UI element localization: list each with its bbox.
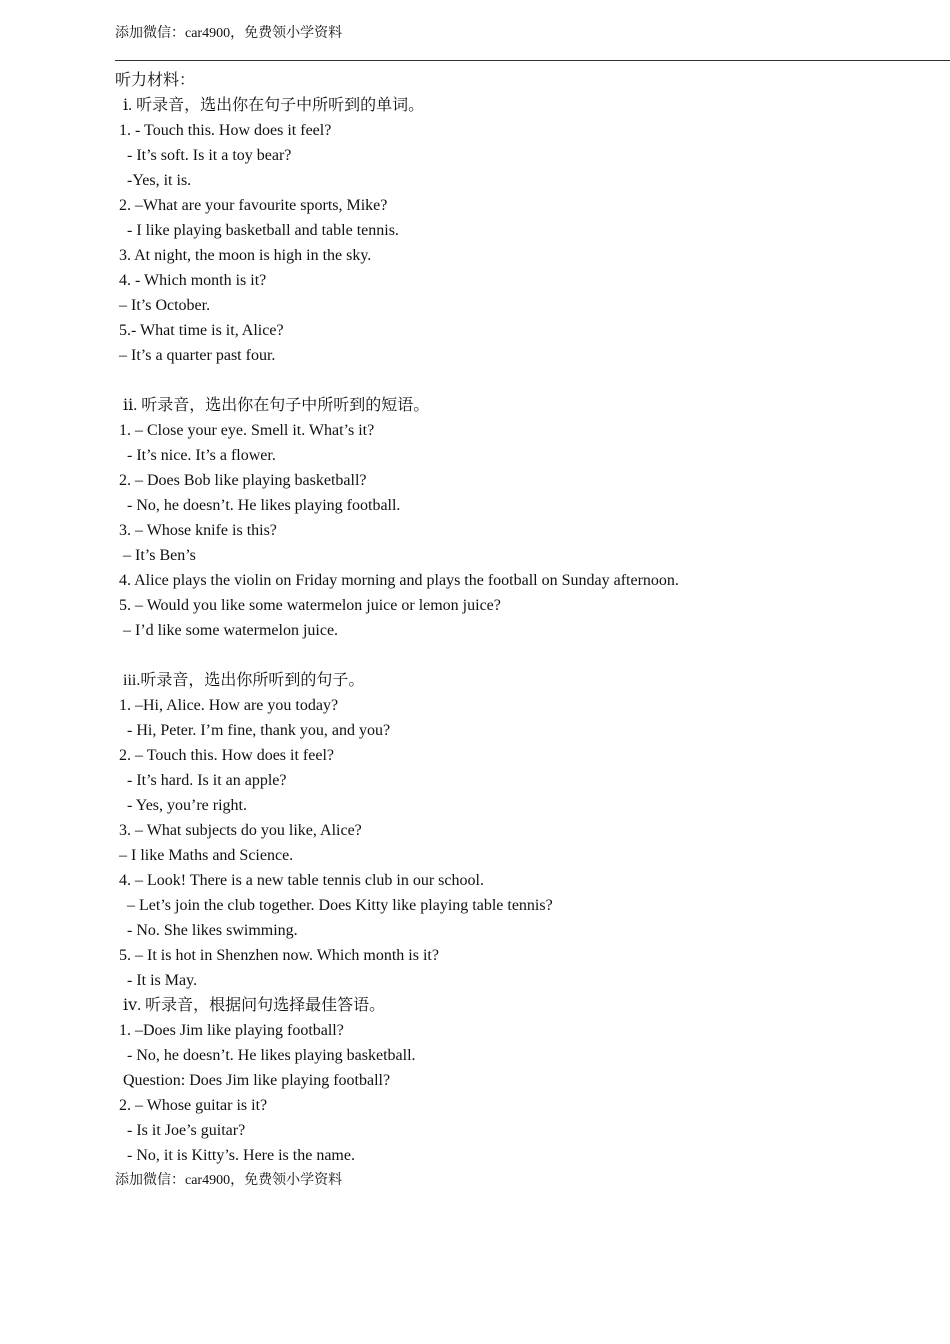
text-line: – I’d like some watermelon juice. [115, 622, 339, 639]
text-line: Question: Does Jim like playing football? [115, 1072, 391, 1089]
document-body [115, 68, 935, 1168]
text-line: 1. –Hi, Alice. How are you today? [115, 697, 339, 714]
text-line: 2. – Does Bob like playing basketball? [115, 472, 367, 489]
section-3 [115, 668, 935, 993]
text-line: 1. – Close your eye. Smell it. What’s it? [115, 422, 375, 439]
text-line: 1. –Does Jim like playing football? [115, 1022, 344, 1039]
text-line: – Let’s join the club together. Does Kitty like playing table tennis? [115, 897, 553, 914]
section-1 [115, 93, 935, 368]
text-line: 5.- What time is it, Alice? [115, 322, 284, 339]
text-line: - Yes, you’re right. [115, 797, 247, 814]
text-line: - It’s soft. Is it a toy bear? [115, 147, 292, 164]
text-line: 3. – What subjects do you like, Alice? [115, 822, 362, 839]
document-title: 听力材料： [115, 72, 196, 89]
text-line: - I like playing basketball and table tennis. [115, 222, 399, 239]
text-line: - No, it is Kitty’s. Here is the name. [115, 1147, 355, 1164]
text-line: 5. – It is hot in Shenzhen now. Which month is it? [115, 947, 439, 964]
section-heading: iii.听录音，选出你所听到的句子。 [115, 672, 365, 689]
text-line: 3. At night, the moon is high in the sky. [115, 247, 372, 264]
text-line: - Is it Joe’s guitar? [115, 1122, 246, 1139]
blank-line [115, 368, 935, 393]
header-divider [115, 60, 950, 61]
section-4 [115, 993, 935, 1168]
section-2 [115, 393, 935, 643]
text-line: 5. – Would you like some watermelon juice or lemon juice? [115, 597, 501, 614]
section-heading: ⅱ. 听录音，选出你在句子中所听到的短语。 [115, 397, 430, 414]
blank-line [115, 643, 935, 668]
text-line: 4. – Look! There is a new table tennis club in our school. [115, 872, 484, 889]
text-line: – It’s October. [115, 297, 211, 314]
text-line: - No, he doesn’t. He likes playing basketball. [115, 1047, 416, 1064]
section-heading: ⅳ. 听录音，根据问句选择最佳答语。 [115, 997, 386, 1014]
text-line: – It’s a quarter past four. [115, 347, 276, 364]
text-line: - No. She likes swimming. [115, 922, 298, 939]
text-line: 2. –What are your favourite sports, Mike? [115, 197, 388, 214]
text-line: 3. – Whose knife is this? [115, 522, 277, 539]
text-line: 4. - Which month is it? [115, 272, 267, 289]
footer-note: 添加微信：car4900，免费领小学资料 [115, 1173, 343, 1188]
text-line: 4. Alice plays the violin on Friday morning and plays the football on Sunday afternoon. [115, 572, 679, 589]
text-line: 2. – Touch this. How does it feel? [115, 747, 334, 764]
section-heading: ⅰ. 听录音，选出你在句子中所听到的单词。 [115, 97, 425, 114]
text-line: - Hi, Peter. I’m fine, thank you, and you? [115, 722, 391, 739]
text-line: -Yes, it is. [115, 172, 192, 189]
text-line: - It’s hard. Is it an apple? [115, 772, 287, 789]
text-line: – It’s Ben’s [115, 547, 196, 564]
text-line: 1. - Touch this. How does it feel? [115, 122, 332, 139]
header-note: 添加微信：car4900，免费领小学资料 [115, 26, 343, 41]
text-line: - It is May. [115, 972, 198, 989]
text-line: – I like Maths and Science. [115, 847, 294, 864]
text-line: - No, he doesn’t. He likes playing football. [115, 497, 401, 514]
text-line: - It’s nice. It’s a flower. [115, 447, 276, 464]
text-line: 2. – Whose guitar is it? [115, 1097, 268, 1114]
